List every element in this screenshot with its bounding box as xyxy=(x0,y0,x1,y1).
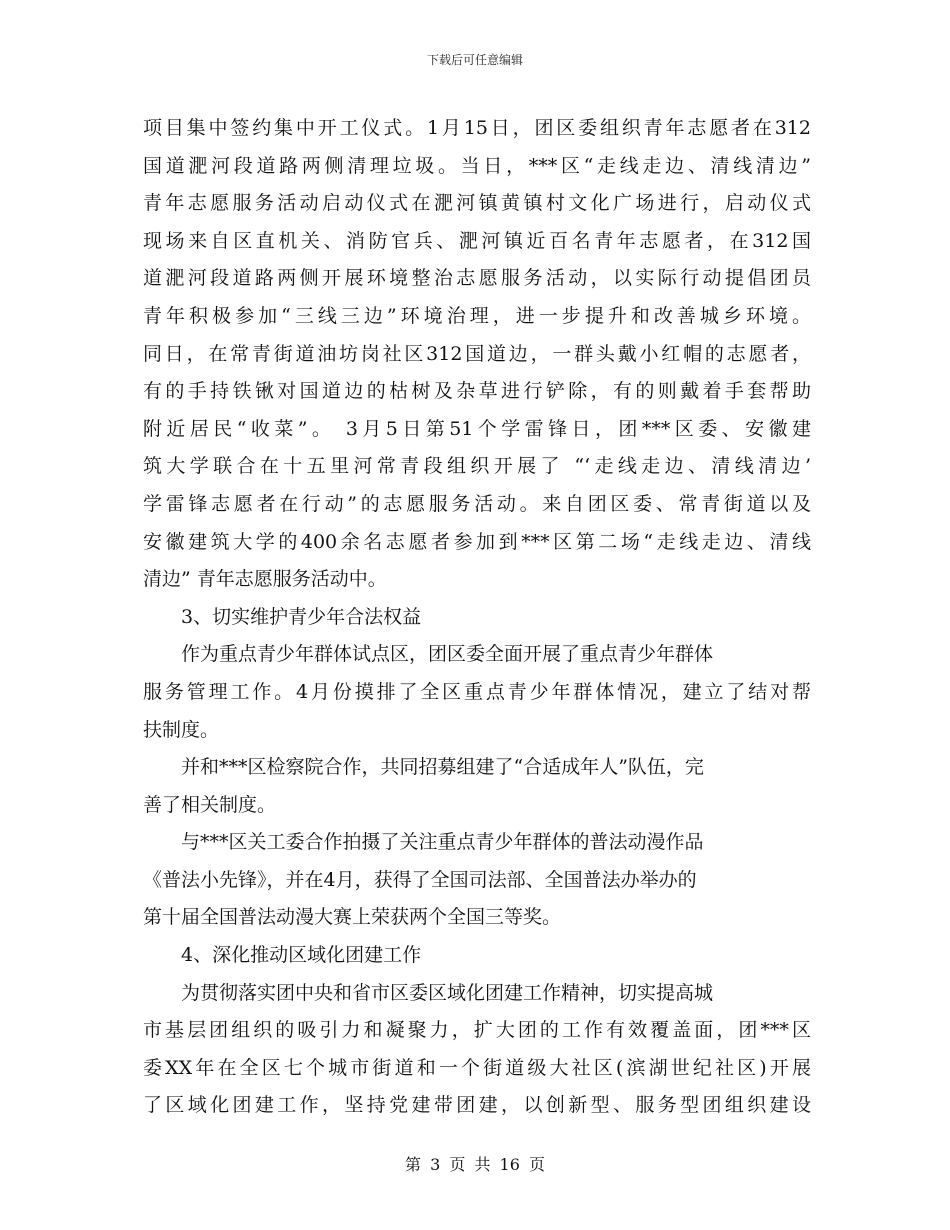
text-line: 学雷锋志愿者在行动”的志愿服务活动。来自团区委、常青街道以及 xyxy=(143,492,811,515)
text-line: 扶制度。 xyxy=(143,718,220,741)
text-line: 有的手持铁锹对国道边的枯树及杂草进行铲除，有的则戴着手套帮助 xyxy=(143,380,811,403)
document-body xyxy=(143,110,811,1125)
text-line: 现场来自区直机关、消防官兵、淝河镇近百名青年志愿者，在312国 xyxy=(143,229,811,252)
text-line: 了区域化团建工作，坚持党建带团建，以创新型、服务型团组织建设 xyxy=(143,1094,811,1117)
text-line: 安徽建筑大学的400余名志愿者参加到***区第二场“走线走边、清线 xyxy=(143,530,811,553)
text-line: 同日，在常青街道油坊岗社区312国道边，一群头戴小红帽的志愿者， xyxy=(143,342,811,365)
text-line: 青年志愿服务活动启动仪式在淝河镇黄镇村文化广场进行，启动仪式 xyxy=(143,192,811,215)
text-line: 为贯彻落实团中央和省市区委区域化团建工作精神，切实提高城 xyxy=(181,981,714,1004)
page-footer: 第 3 页 共 16 页 xyxy=(405,1155,545,1174)
section-heading: 4、深化推动区域化团建工作 xyxy=(181,944,422,967)
text-line: 青年积极参加“三线三边”环境治理，进一步提升和改善城乡环境。 xyxy=(143,304,811,327)
text-line: 并和***区检察院合作，共同招募组建了“合适成年人”队伍，完 xyxy=(181,756,704,779)
section-heading: 3、切实维护青少年合法权益 xyxy=(181,605,422,628)
page-header: 下载后可任意编辑 xyxy=(426,53,523,67)
text-line: 清边” 青年志愿服务活动中。 xyxy=(143,568,387,591)
text-line: 委XX年在全区七个城市街道和一个街道级大社区(滨湖世纪社区)开展 xyxy=(143,1056,811,1079)
text-line: 项目集中签约集中开工仪式。1月15日，团区委组织青年志愿者在312 xyxy=(143,117,811,139)
text-line: 善了相关制度。 xyxy=(143,793,277,816)
text-line: 第十届全国普法动漫大赛上荣获两个全国三等奖。 xyxy=(143,906,562,929)
text-line: 国道淝河段道路两侧清理垃圾。当日，***区“走线走边、清线清边” xyxy=(143,154,811,177)
text-line: 筑大学联合在十五里河常青段组织开展了 “‘走线走边、清线清边’ xyxy=(143,455,811,478)
text-line: 道淝河段道路两侧开展环境整治志愿服务活动，以实际行动提倡团员 xyxy=(143,267,811,290)
text-line: 市基层团组织的吸引力和凝聚力，扩大团的工作有效覆盖面，团***区 xyxy=(143,1019,811,1042)
text-line: 作为重点青少年群体试点区，团区委全面开展了重点青少年群体 xyxy=(181,643,714,666)
text-line: 《普法小先锋》，并在4月，获得了全国司法部、全国普法办举办的 xyxy=(143,868,697,891)
text-line: 附近居民“收菜”。 3月5日第51个学雷锋日，团***区委、安徽建 xyxy=(143,417,811,440)
text-line: 与***区关工委合作拍摄了关注重点青少年群体的普法动漫作品 xyxy=(181,831,704,854)
text-line: 服务管理工作。4月份摸排了全区重点青少年群体情况，建立了结对帮 xyxy=(143,680,811,703)
